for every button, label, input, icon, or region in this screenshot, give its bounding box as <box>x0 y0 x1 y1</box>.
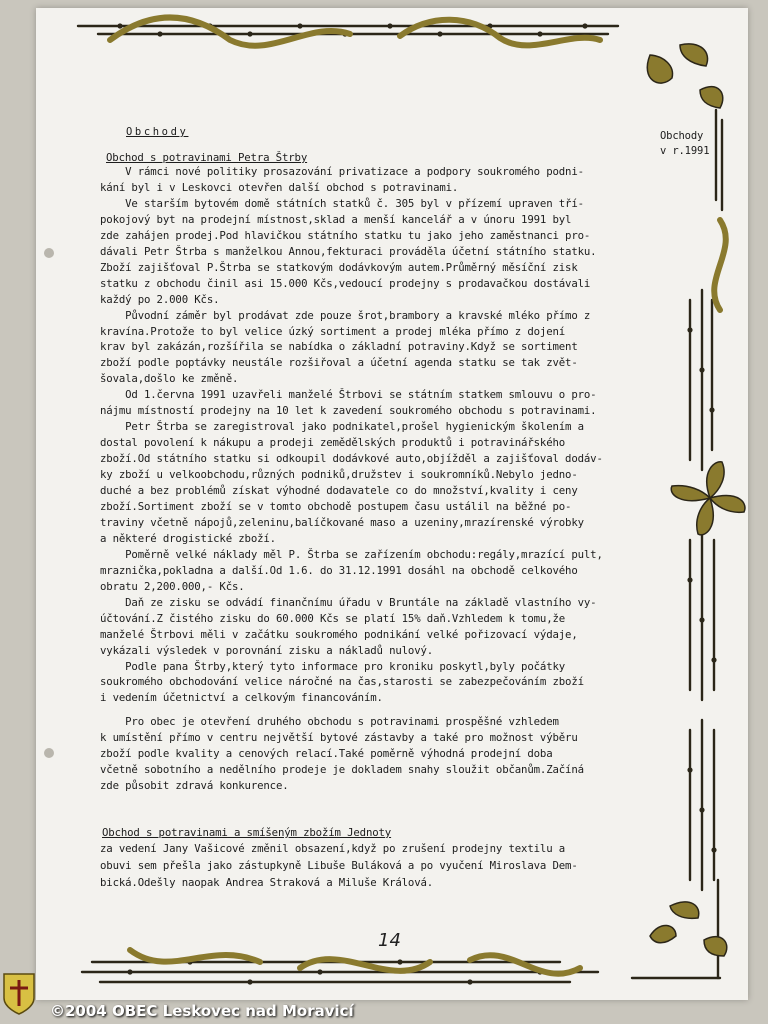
document-line: za vedení Jany Vašicové změnil obsazení,když po zrušení prodejny textilu a <box>100 842 566 855</box>
punch-hole <box>44 748 54 758</box>
document-line: mraznička,pokladna a další.Od 1.6. do 31.12.1991 dosáhl na obchodě celkového <box>100 563 578 577</box>
document-line: Pro obec je otevření druhého obchodu s potravinami prospěšné vzhledem <box>100 715 559 729</box>
document-line: vykázali výsledek v porovnání zisku a nákladů nulový. <box>100 643 434 657</box>
document-line: traviny včetně nápojů,zeleninu,balíčkované maso a uzeniny,mrazírenské výrobky <box>100 515 584 529</box>
document-line: obuvi sem přešla jako zástupkyně Libuše Buláková a po vyučení Miroslava Dem- <box>100 859 578 872</box>
document-line: každý po 2.000 Kčs. <box>100 292 220 306</box>
document-line: Daň ze zisku se odvádí finančnímu úřadu v Bruntále na základě vlastního vy- <box>100 595 597 609</box>
document-line: zboží podle poptávky neustále rozšiřoval a účetní agenda statku se tak zvět- <box>100 356 578 370</box>
document-line: a některé drogistické zboží. <box>100 531 276 545</box>
document-line: Petr Štrba se zaregistroval jako podnikatel,prošel hygienickým školením a <box>100 420 584 434</box>
municipal-crest-icon <box>2 972 36 1016</box>
document-line: šovala,došlo ke změně. <box>100 372 239 386</box>
document-line: zboží.Sortiment zboží se v tomto obchodě postupem času ustálil na běžné po- <box>100 499 572 513</box>
footer <box>0 994 768 1024</box>
document-line: zde působit zdravá konkurence. <box>100 779 289 793</box>
document-line: kání byl i v Leskovci otevřen další obchod s potravinami. <box>100 180 459 194</box>
document-line: statku z obchodu činil asi 15.000 Kčs,vedoucí prodejny s prodavačkou dostávali <box>100 276 591 290</box>
document-line: Původní záměr byl prodávat zde pouze šrot,brambory a kravské mléko přímo z <box>100 308 591 322</box>
document-line: ky zboží u velkoobchodu,různých podniků,družstev i soukromníků.Nebylo jedno- <box>100 468 578 482</box>
document-line: obratu 2,200.000,- Kčs. <box>100 579 245 593</box>
page-number: 14 <box>378 930 401 951</box>
document-title: Obchody <box>126 126 189 138</box>
document-line: manželé Štrbovi měli v začátku soukromého podnikání velké pořizovací výdaje, <box>100 627 578 641</box>
section-heading: Obchod s potravinami Petra Štrby <box>106 151 308 164</box>
document-line: krav byl zakázán,rozšířila se nabídka o základní potraviny.Když se sortiment <box>100 340 578 354</box>
document-line: Zboží zajišťoval P.Štrba se statkovým dodávkovým autem.Průměrný měsíční zisk <box>100 260 578 274</box>
document-line: kravína.Protože to byl velice úzký sortiment a prodej mléka přímo z dojení <box>100 324 566 338</box>
document-line: dávali Petr Štrba s manželkou Annou,fekturaci prováděla účetní státního statku. <box>100 244 597 258</box>
document-line: V rámci nové politiky prosazování privatizace a podpory soukromého podni- <box>100 165 584 178</box>
document-line: zboží.Od státního statku si odkoupil dodávkové auto,objížděl a zajišťoval dodáv- <box>100 452 603 466</box>
document-line: dostal povolení k nákupu a prodeji zemědělských produktů i potravinářského <box>100 436 566 450</box>
document-line: Poměrně velké náklady měl P. Štrba se zařízením obchodu:regály,mrazící pult, <box>100 547 603 561</box>
document-line: zde zahájen prodej.Pod hlavičkou státního statku tu jako jeho zaměstnanci pro- <box>100 228 591 242</box>
document-line: i vedením účetnictví a celkovým financováním. <box>100 691 383 705</box>
document-line: soukromého obchodování velice náročné na čas,starosti se zabezpečováním zboží <box>100 675 584 689</box>
punch-hole <box>44 248 54 258</box>
copyright-text: ©2004 OBEC Leskovec nad Moravicí <box>50 1002 354 1020</box>
document-line: včetně sobotního a nedělního prodeje je dokladem snahy sloužit občanům.Začíná <box>100 763 584 777</box>
document-line: k umístění přímo v centru největší bytové zástavby a také pro možnost výběru <box>100 731 578 745</box>
document-line: bická.Odešly naopak Andrea Straková a Miluše Králová. <box>100 876 434 889</box>
document-line: pokojový byt na prodejní místnost,sklad a menší kancelář a v únoru 1991 byl <box>100 212 572 226</box>
document-line: duché a bez problémů získat výhodné dodavatele co do množství,kvality i ceny <box>100 484 578 497</box>
side-note-line-1: Obchody <box>660 130 704 142</box>
document-line: účtování.Z čistého zisku do 60.000 Kčs se platí 15% daň.Vzhledem k tomu,že <box>100 611 566 625</box>
document-line: nájmu místností prodejny na 10 let k zavedení soukromého obchodu s potravinami. <box>100 404 597 418</box>
document-line: Podle pana Štrby,který tyto informace pro kroniku poskytl,byly počátky <box>100 659 566 673</box>
side-note-line-2: v r.1991 <box>660 145 710 157</box>
section-heading-2: Obchod s potravinami a smíšeným zbožím Jednoty <box>102 826 392 839</box>
document-line: Ve starším bytovém domě státních statků č. 305 byl v přízemí upraven tří- <box>100 196 584 210</box>
document-line: zboží podle kvality a cenových relací.Také poměrně výhodná prodejní doba <box>100 747 553 761</box>
document-line: Od 1.června 1991 uzavřeli manželé Štrbovi se státním statkem smlouvu o pro- <box>100 388 597 402</box>
